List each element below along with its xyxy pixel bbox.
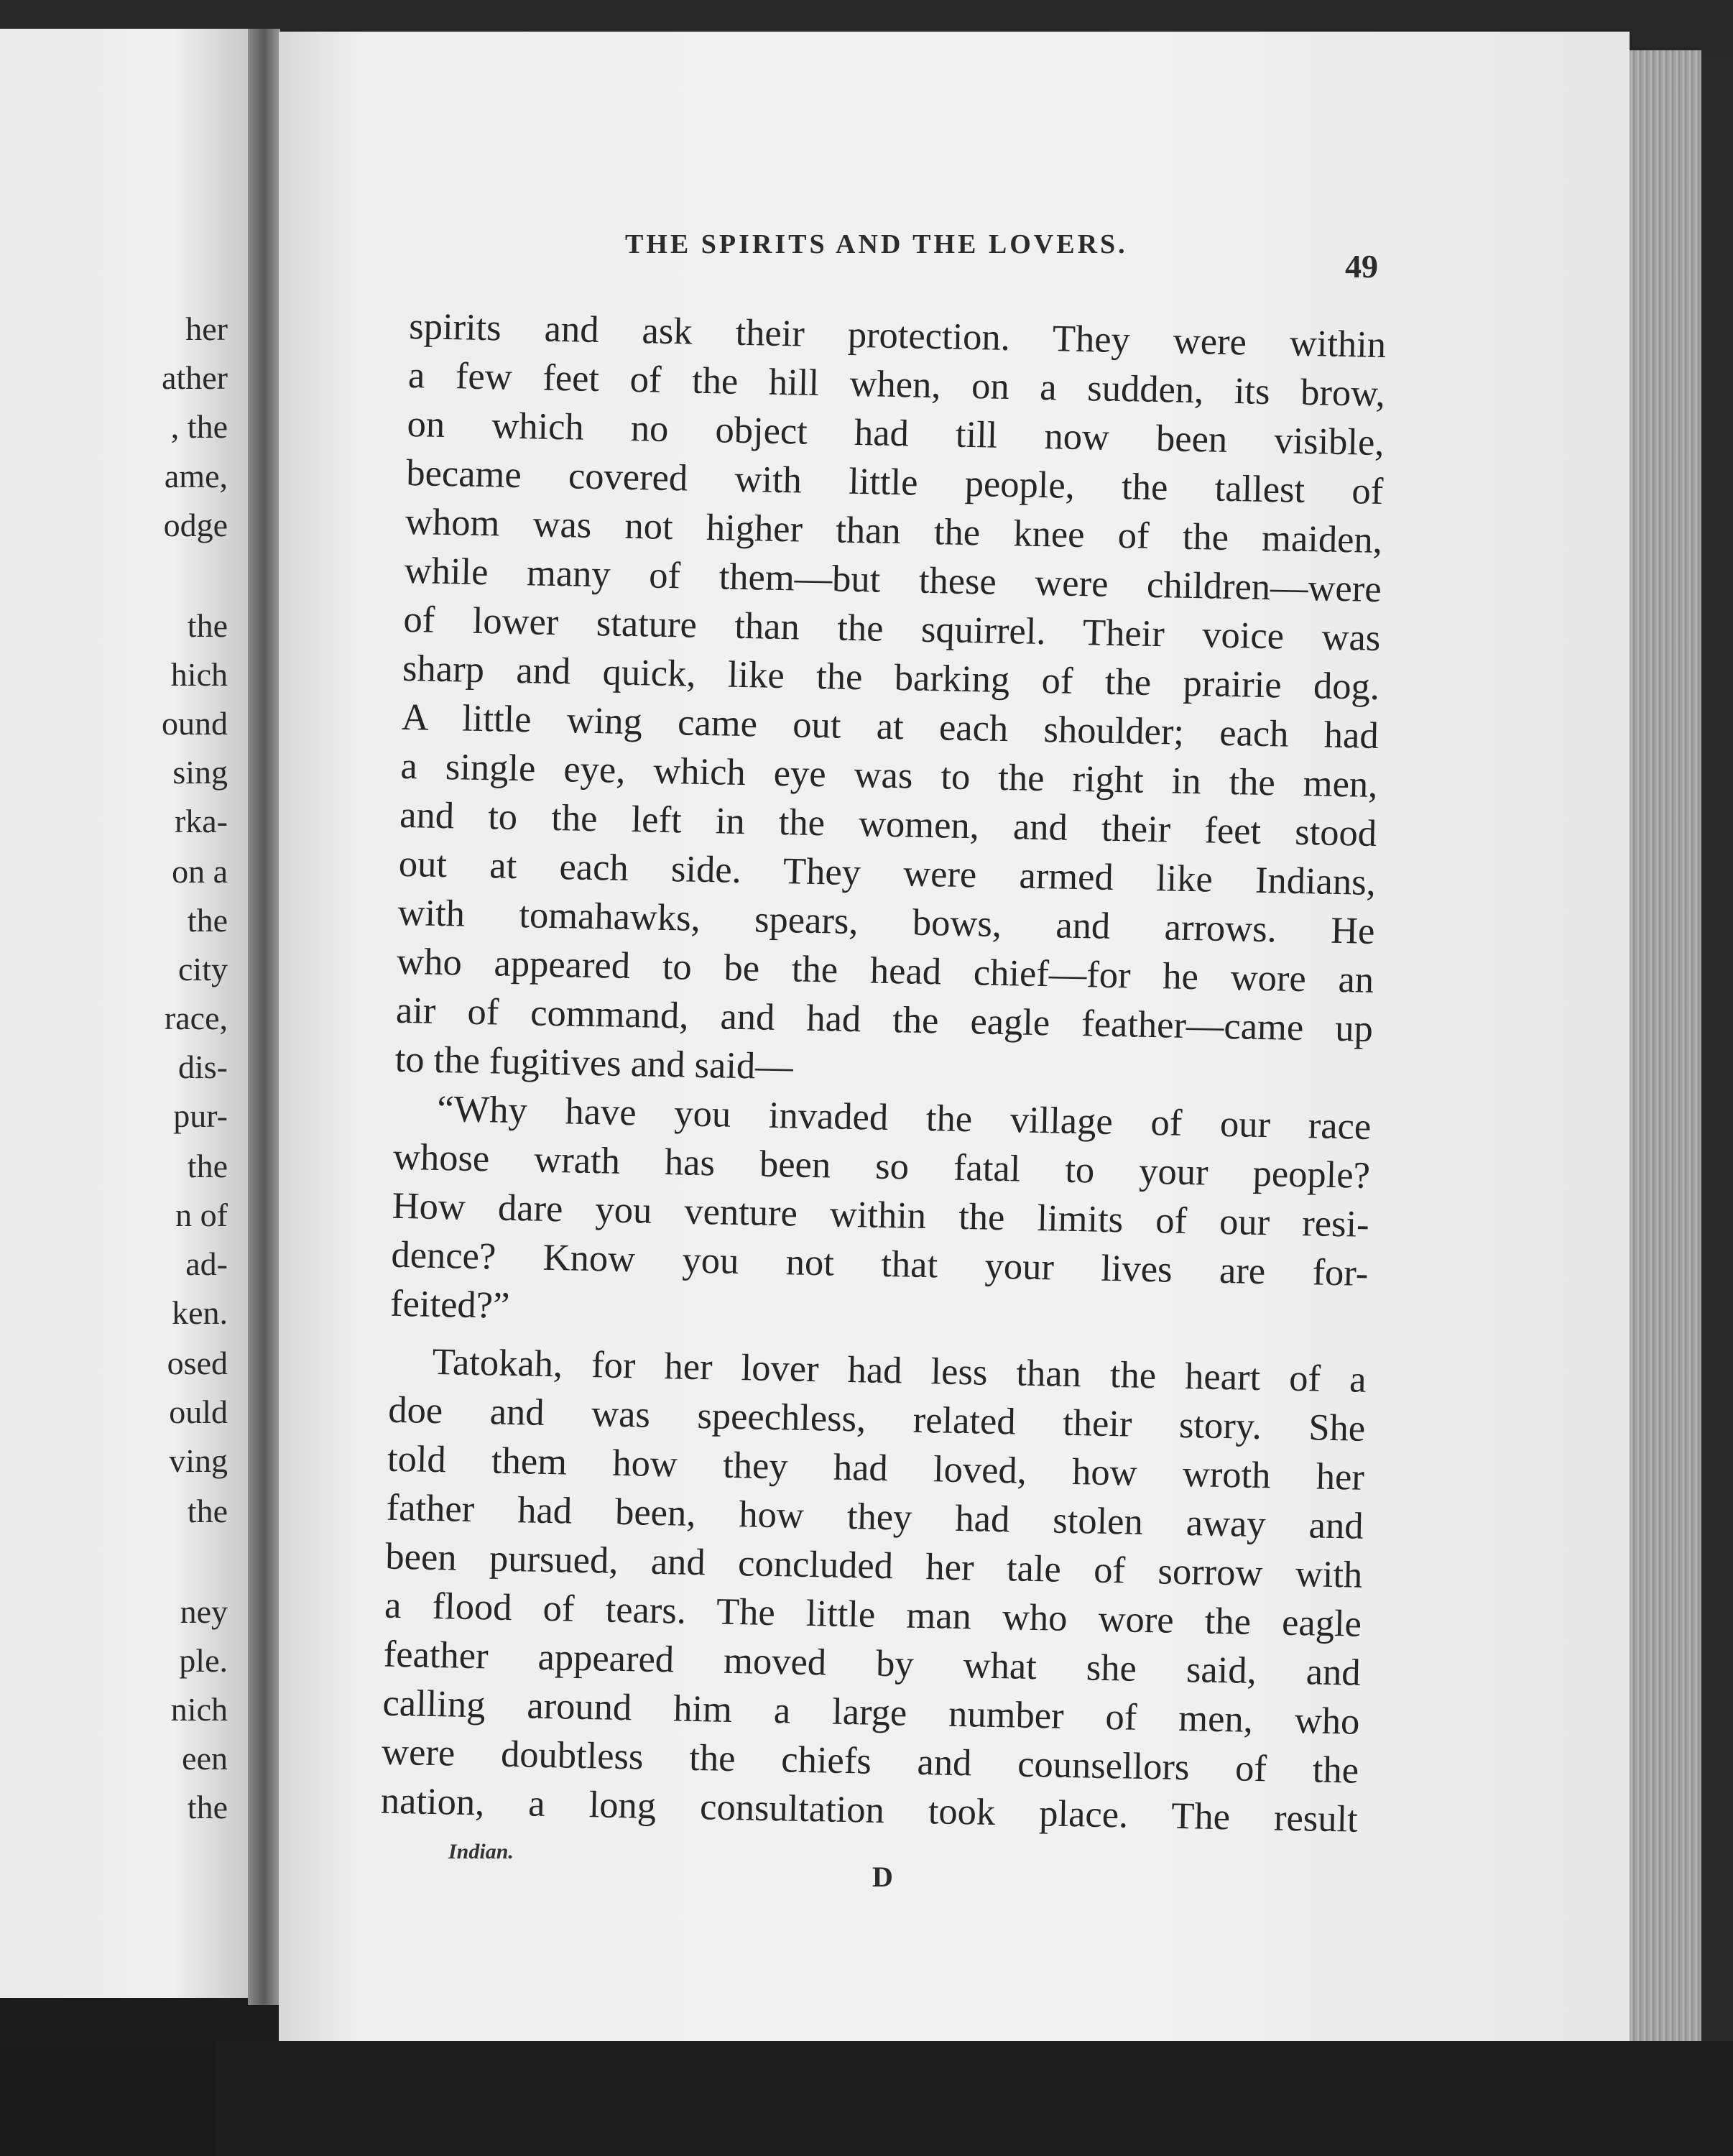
previous-page-fragment: the (187, 902, 228, 939)
text-line: doe and was speechless, related their story. She (387, 1388, 1366, 1450)
previous-page-fragment: her (185, 310, 228, 347)
text-line: on which no object had till now been visible, (407, 402, 1385, 464)
previous-page-fragment: ken. (172, 1294, 228, 1331)
text-line: a few feet of the hill when, on a sudden, its brow, (407, 354, 1386, 415)
previous-page-fragment: ound (162, 705, 228, 742)
text-line: whom was not higher than the knee of the maiden, (405, 500, 1383, 562)
text-line: to the fugitives and said— (394, 1038, 794, 1088)
previous-page-fragment: een (182, 1740, 228, 1777)
previous-page-fragment: the (187, 1148, 228, 1184)
text-line: told them how they had loved, how wroth her (387, 1437, 1365, 1498)
text-line: feited?” (389, 1282, 510, 1327)
previous-page-fragment: rka- (174, 803, 228, 839)
text-line: feather appeared moved by what she said, and (383, 1633, 1362, 1694)
previous-page-fragment: ould (169, 1393, 228, 1430)
text-line: with tomahawks, spears, bows, and arrows. He (397, 891, 1375, 952)
previous-page-fragment: city (178, 951, 228, 987)
text-line: who appeared to be the head chief—for he wore an (396, 940, 1374, 1001)
previous-page-fragment: n of (175, 1197, 228, 1233)
previous-page-fragment: dis- (178, 1049, 228, 1085)
previous-page-fragment: ather (162, 359, 228, 396)
text-line: father had been, how they had stolen away and (386, 1486, 1364, 1547)
previous-page-fragment: on a (172, 853, 228, 890)
previous-page-fragment: pur- (173, 1097, 228, 1134)
text-line: out at each side. They were armed like Indians, (398, 842, 1377, 903)
previous-page-fragment: the (187, 1493, 228, 1529)
previous-page-fragment: race, (164, 1000, 228, 1036)
page-edges-shadow (1701, 57, 1733, 2070)
text-line: How dare you venture within the limits of our resi- (392, 1184, 1370, 1245)
bottom-shadow (216, 2041, 1733, 2156)
text-line: “Why have you invaded the village of our race (436, 1087, 1372, 1148)
previous-page (0, 29, 248, 1998)
signature-mark: Indian. (448, 1840, 514, 1864)
text-line: while many of them—but these were children—were (404, 549, 1382, 611)
book-gutter (248, 29, 280, 2005)
previous-page-fragment: , the (170, 408, 228, 445)
previous-page-fragment: the (187, 1789, 228, 1825)
body-text (380, 302, 1386, 1844)
running-head: THE SPIRITS AND THE LOVERS. (625, 229, 1128, 259)
previous-page-fragment: ney (180, 1593, 228, 1630)
text-line: became covered with little people, the tallest of (405, 451, 1384, 513)
text-line: Tatokah, for her lover had less than the heart of a (432, 1340, 1367, 1401)
text-line: air of command, and had the eagle feather—came up (395, 989, 1374, 1050)
previous-page-fragment: odge (163, 507, 228, 543)
text-line: whose wrath has been so fatal to your people? (392, 1135, 1371, 1197)
text-line: were doubtless the chiefs and counsellors of the (381, 1731, 1359, 1792)
text-line: and to the left in the women, and their feet stood (399, 793, 1377, 854)
text-line: sharp and quick, like the barking of the prairie dog. (402, 647, 1380, 709)
text-line: a single eye, which eye was to the right in the men, (400, 745, 1378, 806)
text-line: calling around him a large number of men, who (382, 1682, 1360, 1743)
text-line: been pursued, and concluded her tale of sorrow with (384, 1535, 1363, 1596)
text-line: a flood of tears. The little man who wore the eagle (384, 1584, 1362, 1645)
previous-page-fragment: ple. (179, 1642, 228, 1679)
text-line: of lower stature than the squirrel. Their voice was (402, 598, 1381, 660)
previous-page-fragment: the (187, 607, 228, 644)
page-number: 49 (1345, 248, 1378, 285)
text-line: dence? Know you not that your lives are for- (390, 1233, 1369, 1294)
text-line: A little wing came out at each shoulder; each had (401, 696, 1380, 757)
previous-page-fragment: sing (172, 754, 228, 791)
previous-page-fragment: ad- (185, 1245, 228, 1282)
previous-page-fragment: ving (169, 1442, 228, 1479)
previous-page-fragment: osed (167, 1345, 228, 1381)
previous-page-fragment: ame, (164, 458, 228, 494)
previous-page-fragment: hich (170, 656, 228, 693)
previous-page-fragment: nich (170, 1691, 228, 1728)
text-line: spirits and ask their protection. They were within (408, 305, 1387, 367)
text-line: nation, a long consultation took place. The result (380, 1779, 1359, 1841)
signature-letter: D (872, 1861, 893, 1893)
page-edges (1630, 50, 1701, 2048)
